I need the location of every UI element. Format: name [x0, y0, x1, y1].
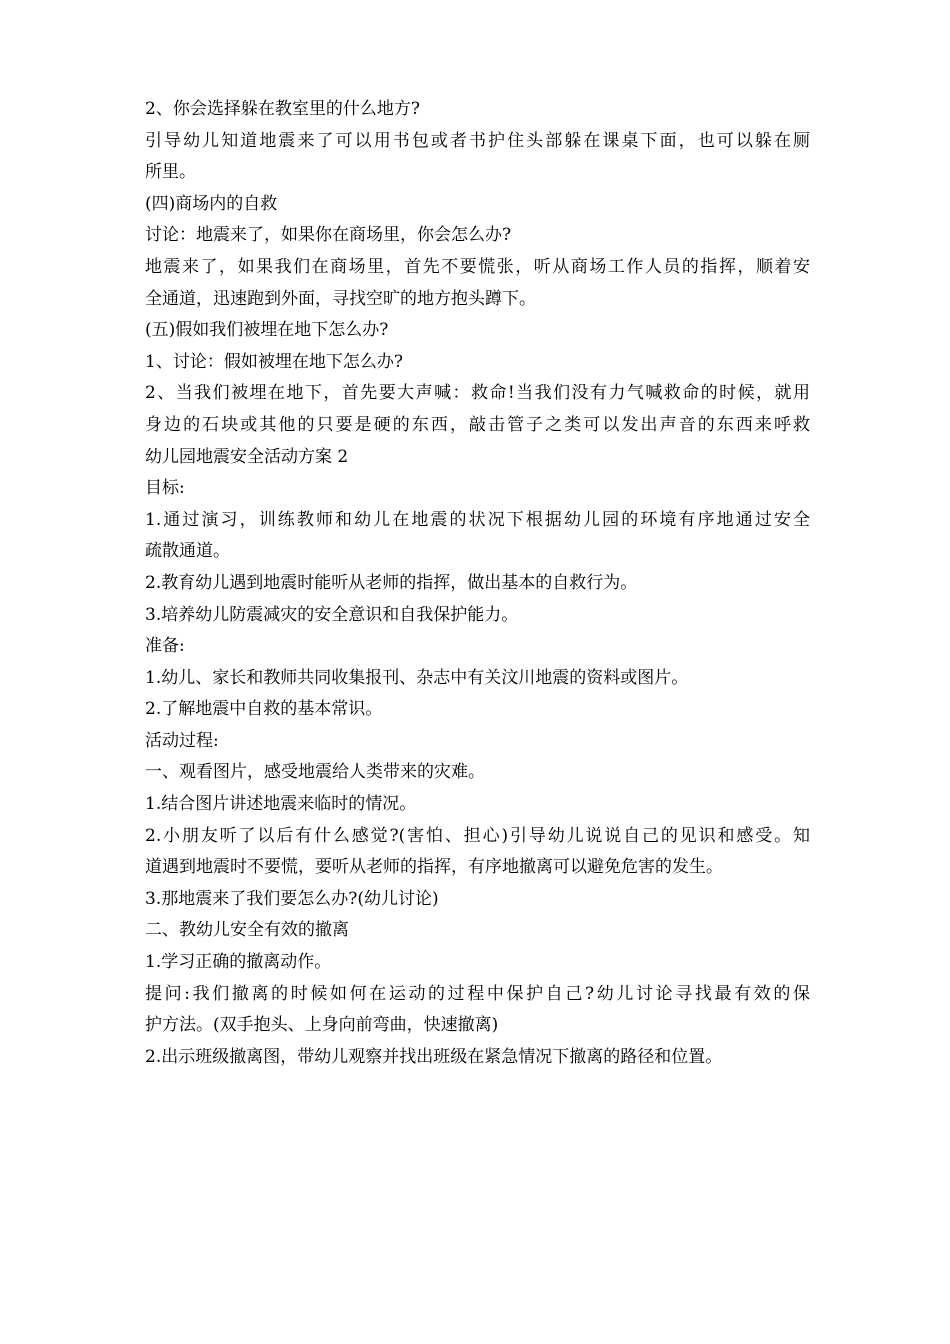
text-line: 提问:我们撤离的时候如何在运动的过程中保护自己?幼儿讨论寻找最有效的保 [145, 983, 810, 1004]
text-line: (五)假如我们被埋在地下怎么办? [145, 320, 389, 341]
text-line: 活动过程: [145, 730, 219, 751]
text-line: 准备: [145, 636, 185, 657]
text-line: 2.了解地震中自救的基本常识。 [145, 699, 383, 720]
text-line: 1.学习正确的撤离动作。 [145, 952, 332, 973]
text-line: 1.幼儿、家长和教师共同收集报刊、杂志中有关汶川地震的资料或图片。 [145, 667, 689, 688]
text-line: 疏散通道。 [145, 541, 230, 562]
text-line: 2.小朋友听了以后有什么感觉?(害怕、担心)引导幼儿说说自己的见识和感受。知 [145, 825, 810, 846]
text-line: 3.培养幼儿防震减灾的安全意识和自我保护能力。 [145, 604, 519, 625]
text-line: 道遇到地震时不要慌，要听从老师的指挥，有序地撤离可以避免危害的发生。 [145, 857, 723, 878]
text-line: 全通道，迅速跑到外面，寻找空旷的地方抱头蹲下。 [145, 288, 536, 309]
text-line: 2.教育幼儿遇到地震时能听从老师的指挥，做出基本的自救行为。 [145, 572, 638, 593]
text-line: 一、观看图片，感受地震给人类带来的灾难。 [145, 762, 485, 783]
text-line: 讨论：地震来了，如果你在商场里，你会怎么办? [145, 225, 512, 246]
text-line: 2.出示班级撤离图，带幼儿观察并找出班级在紧急情况下撤离的路径和位置。 [145, 1046, 723, 1067]
text-line: 所里。 [145, 162, 196, 183]
text-line: 二、教幼儿安全有效的撤离 [145, 920, 349, 941]
text-line: 2、你会选择躲在教室里的什么地方? [145, 99, 420, 119]
text-line: (四)商场内的自救 [145, 193, 278, 214]
text-line: 地震来了，如果我们在商场里，首先不要慌张，听从商场工作人员的指挥，顺着安 [145, 256, 810, 277]
text-line: 2、当我们被埋在地下，首先要大声喊：救命!当我们没有力气喊救命的时候，就用 [145, 383, 810, 404]
text-line: 1、讨论：假如被埋在地下怎么办? [145, 351, 403, 372]
text-line: 目标: [145, 478, 185, 499]
text-line: 1.通过演习，训练教师和幼儿在地震的状况下根据幼儿园的环境有序地通过安全 [145, 509, 810, 530]
text-line: 3.那地震来了我们要怎么办?(幼儿讨论) [145, 888, 439, 909]
text-line: 引导幼儿知道地震来了可以用书包或者书护住头部躲在课桌下面，也可以躲在厕 [145, 130, 810, 151]
text-line: 1.结合图片讲述地震来临时的情况。 [145, 794, 417, 815]
text-line: 幼儿园地震安全活动方案 2 [145, 446, 349, 467]
document-body [145, 94, 810, 1073]
text-line: 身边的石块或其他的只要是硬的东西，敲击管子之类可以发出声音的东西来呼救 [145, 414, 810, 435]
text-line: 护方法。(双手抱头、上身向前弯曲，快速撤离) [145, 1015, 499, 1036]
